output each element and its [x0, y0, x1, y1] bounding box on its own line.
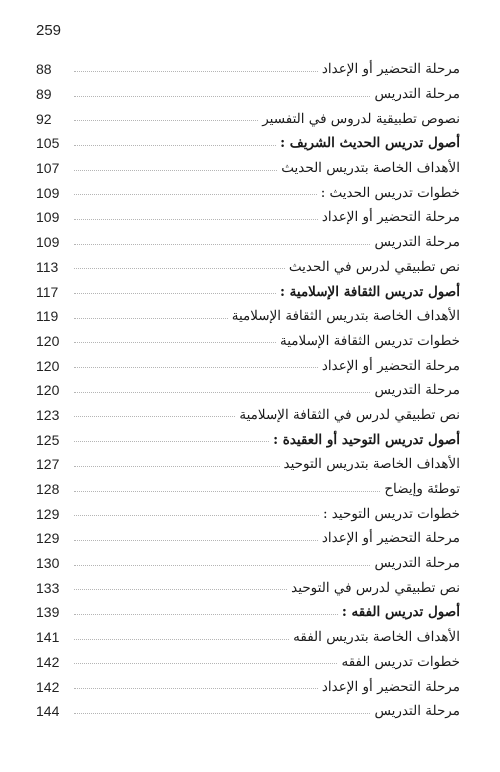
toc-page-number: 107: [36, 160, 60, 177]
toc-page-number: 127: [36, 456, 60, 473]
toc-entry: [36, 477, 460, 502]
toc-page-number: 128: [36, 481, 60, 498]
dot-leader: [74, 367, 318, 368]
toc-entry-title: خطوات تدريس التوحيد :: [322, 505, 460, 522]
dot-leader: [74, 194, 317, 195]
dot-leader: [74, 663, 337, 664]
dot-leader: [74, 120, 258, 121]
toc-page-number: 142: [36, 653, 60, 670]
toc-entry: [36, 180, 460, 205]
toc-entry-title: توطئة وإيضاح: [384, 481, 460, 498]
toc-entry-title: الأهداف الخاصة بتدريس الثقافة الإسلامية: [231, 308, 460, 325]
dot-leader: [74, 392, 370, 393]
toc-entry-title: نص تطبيقي لدرس في الحديث: [288, 258, 460, 275]
toc-page-number: 88: [36, 61, 52, 78]
dot-leader: [74, 318, 228, 319]
toc-page-number: 92: [36, 110, 52, 127]
dot-leader: [74, 713, 370, 714]
dot-leader: [74, 244, 370, 245]
toc-entry-title: مرحلة التحضير أو الإعداد: [321, 530, 460, 547]
table-of-contents: [36, 57, 460, 724]
toc-entry: [36, 156, 460, 181]
toc-page-number: 142: [36, 678, 60, 695]
toc-page-number: 113: [36, 258, 59, 275]
toc-entry-title: نص تطبيقي لدرس في التوحيد: [291, 579, 460, 596]
toc-section-heading: [36, 600, 460, 625]
toc-page-number: 109: [36, 234, 60, 251]
toc-section-heading: [36, 131, 460, 156]
toc-entry-title: خطوات تدريس الثقافة الإسلامية: [280, 332, 460, 349]
toc-page-number: 119: [36, 308, 59, 325]
dot-leader: [74, 416, 235, 417]
dot-leader: [74, 614, 338, 615]
dot-leader: [74, 639, 289, 640]
toc-page-number: 123: [36, 406, 60, 423]
toc-entry-title: أصول تدريس الفقه :: [341, 604, 460, 621]
dot-leader: [74, 268, 285, 269]
toc-page-number: 109: [36, 209, 60, 226]
toc-entry-title: خطوات تدريس الحديث :: [320, 184, 460, 201]
toc-entry: [36, 205, 460, 230]
dot-leader: [74, 96, 370, 97]
dot-leader: [74, 170, 277, 171]
toc-entry: [36, 255, 460, 280]
toc-entry-title: مرحلة التدريس: [374, 703, 460, 720]
dot-leader: [74, 219, 318, 220]
toc-entry-title: مرحلة التدريس: [374, 86, 460, 103]
toc-entry: [36, 353, 460, 378]
dot-leader: [74, 145, 276, 146]
dot-leader: [74, 688, 318, 689]
toc-entry-title: أصول تدريس الثقافة الإسلامية :: [279, 283, 460, 300]
toc-entry: [36, 501, 460, 526]
dot-leader: [74, 589, 287, 590]
toc-page-number: 117: [36, 283, 59, 300]
toc-entry-title: الأهداف الخاصة بتدريس التوحيد: [283, 456, 460, 473]
toc-entry-title: خطوات تدريس الفقه: [341, 653, 460, 670]
toc-entry: [36, 551, 460, 576]
toc-entry-title: الأهداف الخاصة بتدريس الفقه: [293, 629, 460, 646]
toc-entry-title: نصوص تطبيقية لدروس في التفسير: [262, 110, 460, 127]
toc-entry-title: نص تطبيقي لدرس في الثقافة الإسلامية: [239, 406, 460, 423]
toc-entry: [36, 650, 460, 675]
toc-entry-title: مرحلة التحضير أو الإعداد: [321, 357, 460, 374]
toc-entry: [36, 526, 460, 551]
toc-entry: [36, 82, 460, 107]
toc-entry-title: مرحلة التدريس: [374, 382, 460, 399]
toc-entry-title: مرحلة التدريس: [374, 555, 460, 572]
toc-page-number: 144: [36, 703, 60, 720]
toc-page-number: 89: [36, 86, 52, 103]
toc-entry-title: أصول تدريس التوحيد أو العقيدة :: [273, 431, 460, 448]
dot-leader: [74, 491, 380, 492]
dot-leader: [74, 71, 318, 72]
dot-leader: [74, 540, 318, 541]
dot-leader: [74, 342, 276, 343]
toc-page-number: 133: [36, 579, 60, 596]
toc-page-number: 109: [36, 184, 60, 201]
toc-page-number: 130: [36, 555, 60, 572]
toc-entry: [36, 452, 460, 477]
page-number: 259: [36, 22, 62, 39]
toc-entry: [36, 625, 460, 650]
toc-page-number: 125: [36, 431, 60, 448]
toc-page-number: 129: [36, 530, 60, 547]
toc-entry-title: الأهداف الخاصة بتدريس الحديث: [281, 160, 460, 177]
dot-leader: [74, 293, 276, 294]
toc-page-number: 120: [36, 332, 60, 349]
toc-entry-title: مرحلة التحضير أو الإعداد: [321, 209, 460, 226]
toc-page-number: 141: [36, 629, 60, 646]
toc-entry: [36, 575, 460, 600]
toc-entry-title: مرحلة التحضير أو الإعداد: [321, 678, 460, 695]
toc-page-number: 139: [36, 604, 60, 621]
toc-entry: [36, 403, 460, 428]
toc-section-heading: [36, 427, 460, 452]
toc-page-number: 129: [36, 505, 60, 522]
toc-page-number: 120: [36, 382, 60, 399]
toc-entry: [36, 304, 460, 329]
toc-entry: [36, 230, 460, 255]
toc-section-heading: [36, 279, 460, 304]
toc-page-number: 105: [36, 135, 60, 152]
toc-entry-title: أصول تدريس الحديث الشريف :: [280, 135, 460, 152]
toc-entry: [36, 106, 460, 131]
dot-leader: [74, 466, 280, 467]
dot-leader: [74, 515, 319, 516]
toc-entry: [36, 674, 460, 699]
toc-entry: [36, 378, 460, 403]
toc-page-number: 120: [36, 357, 60, 374]
toc-entry: [36, 699, 460, 724]
toc-entry-title: مرحلة التحضير أو الإعداد: [321, 61, 460, 78]
dot-leader: [74, 441, 269, 442]
toc-entry: [36, 57, 460, 82]
dot-leader: [74, 565, 370, 566]
toc-entry-title: مرحلة التدريس: [374, 234, 460, 251]
toc-entry: [36, 329, 460, 354]
